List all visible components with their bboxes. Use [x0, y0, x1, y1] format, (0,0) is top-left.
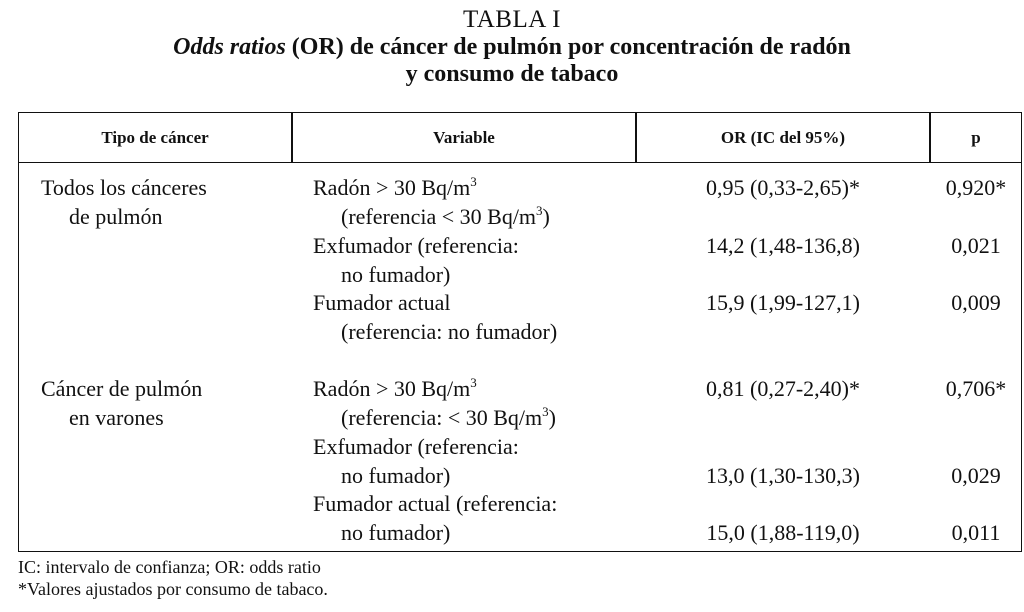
- variable-line: Exfumador (referencia:: [313, 434, 519, 459]
- variable-text: (referencia: < 30 Bq/m: [341, 405, 543, 430]
- variable-line: [313, 173, 550, 202]
- unit-superscript: 3: [536, 203, 543, 218]
- group-type-line: Todos los cánceres: [41, 175, 207, 200]
- group-type-line: Cáncer de pulmón: [41, 376, 203, 401]
- p-value: 0,021: [951, 233, 1001, 258]
- group-type-label: [41, 173, 207, 231]
- or-value: 0,95 (0,33-2,65)*: [706, 175, 860, 200]
- variable-text: ): [548, 405, 556, 430]
- variable-cell: [313, 288, 557, 346]
- header-tipo: Tipo de cáncer: [101, 128, 209, 147]
- caption-rest: (OR) de cáncer de pulmón por concentración de radón: [285, 34, 851, 60]
- variable-cell: [313, 231, 519, 289]
- table-number: TABLA I: [462, 6, 562, 33]
- variable-text: Radón > 30 Bq/m: [313, 376, 471, 401]
- header-or: OR (IC del 95%): [720, 128, 846, 147]
- variable-reference: [313, 202, 550, 231]
- or-value: 15,0 (1,88-119,0): [706, 520, 860, 545]
- variable-line: Exfumador (referencia:: [313, 233, 519, 258]
- or-value: 14,2 (1,48-136,8): [706, 233, 860, 258]
- header-variable: Variable: [433, 128, 495, 147]
- variable-text: (referencia < 30 Bq/m: [341, 204, 537, 229]
- variable-line: [313, 374, 556, 403]
- unit-superscript: 3: [470, 375, 477, 390]
- variable-cell: [313, 432, 519, 490]
- p-value: 0,029: [951, 463, 1001, 488]
- variable-cell: [313, 374, 556, 432]
- or-value: 15,9 (1,99-127,1): [706, 290, 860, 315]
- table-header: [19, 113, 1021, 163]
- table-caption-line-2: y consumo de tabaco: [405, 61, 619, 87]
- table-footnotes: [18, 556, 328, 600]
- variable-reference: no fumador): [341, 262, 451, 287]
- footnote-abbreviations: IC: intervalo de confianza; OR: odds ratio: [18, 557, 321, 577]
- table-caption-line-1: [0, 34, 1024, 61]
- variable-line: Fumador actual (referencia:: [313, 491, 558, 516]
- variable-reference: [313, 403, 556, 432]
- group-type-line: en varones: [69, 405, 164, 430]
- variable-reference: (referencia: no fumador): [341, 319, 558, 344]
- data-table: [18, 112, 1022, 552]
- unit-superscript: 3: [542, 404, 549, 419]
- group-type-line: de pulmón: [69, 204, 163, 229]
- variable-text: Radón > 30 Bq/m: [313, 175, 471, 200]
- variable-reference: no fumador): [341, 463, 451, 488]
- p-value: 0,920*: [945, 175, 1007, 200]
- caption-italic: Odds ratios: [173, 34, 286, 60]
- p-value: 0,009: [951, 290, 1001, 315]
- group-type-label: [41, 374, 202, 432]
- variable-cell: [313, 173, 550, 231]
- footnote-adjusted: *Valores ajustados por consumo de tabaco.: [18, 579, 328, 599]
- p-value: 0,706*: [945, 376, 1007, 401]
- variable-line: Fumador actual: [313, 290, 451, 315]
- or-value: 13,0 (1,30-130,3): [706, 463, 860, 488]
- header-p: p: [971, 128, 981, 147]
- variable-text: ): [542, 204, 550, 229]
- or-value: 0,81 (0,27-2,40)*: [706, 376, 860, 401]
- variable-reference: no fumador): [341, 520, 451, 545]
- unit-superscript: 3: [470, 174, 477, 189]
- variable-cell: [313, 489, 557, 547]
- table-title: [0, 6, 1024, 88]
- p-value: 0,011: [951, 520, 1001, 545]
